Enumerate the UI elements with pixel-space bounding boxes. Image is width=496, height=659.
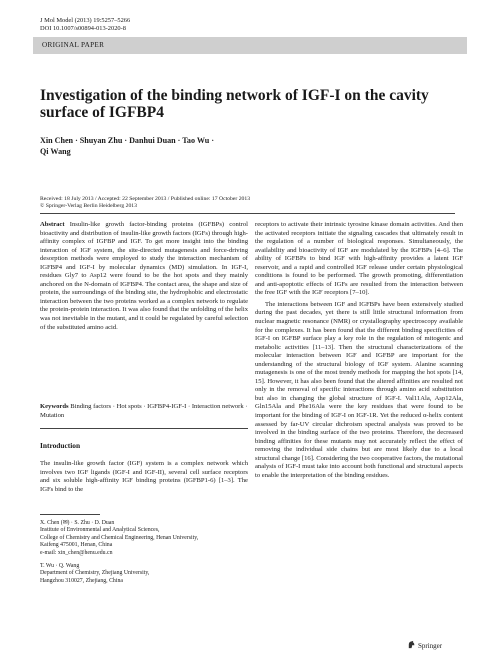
introduction-body [40,460,248,497]
paper-title: Investigation of the binding network of IGF-I on the cavity surface of IGFBP4 [40,87,429,121]
affiliation-line: X. Chen (✉) · S. Zhu · D. Duan [40,520,115,526]
affiliations [40,520,250,591]
history-dates: Received: 18 July 2013 / Accepted: 22 September 2013 / Published online: 17 October 2013 [40,196,251,202]
paragraph: receptors to activate their intrinsic tyrosine kinase domain activities. And then the activated receptors initiate the signaling cascades that ultimately result in the regulation of a number of biological responses. Simultaneously, the availability and bioactivity of IGF are modulated by the IGFBPs [4–6]. The ability of IGFBPs to bind IGF with high-affinity provides a latent IGF reservoir, and a rapid and controlled IGF release under certain physiological conditions is found to be performed. The growth promoting, differentiation and anti-apoptotic effects of IGFs are resulted from the interaction between the free IGF with the IGF receptors [7–10]. [255,221,463,297]
affiliation-zhejiang [40,563,250,585]
affiliation-line: T. Wu · Q. Wang [40,563,80,570]
publisher-footer [407,640,442,651]
springer-horse-icon [407,640,416,651]
email-line: e-mail: xin_chen@henu.edu.cn [40,549,113,556]
doi-line: DOI 10.1007/s00894-013-2020-8 [40,25,126,32]
affiliation-line: Kaifeng 475001, Henan, China [40,542,113,549]
keywords-text: Binding factors · Hot spots · IGFBP4-IGF-I · Interaction network · Mutation [40,403,248,419]
section-heading: Introduction [40,441,81,450]
journal-line: J Mol Model (2013) 19:5257–5266 [40,17,131,24]
paragraph: The insulin-like growth factor (IGF) system is a complex network which involves two IGF ligands (IGF-I and IGF-II), several cell surface receptors and six soluble high-affinity IGF binding proteins (IGFBP1-6) [1–3]. The IGFs bind to the [40,460,248,493]
footnote-divider [40,514,100,515]
affiliation-line: College of Chemistry and Chemical Engineering, Henan University, [40,534,199,541]
publisher-name: Springer [418,641,443,650]
affiliation-line: Hangzhou 310027, Zhejiang, China [40,577,123,584]
right-column [255,221,463,483]
header-divider [40,213,455,214]
keywords-divider [40,428,248,429]
copyright: © Springer-Verlag Berlin Heidelberg 2013 [40,203,137,210]
publication-dates [40,196,470,211]
journal-citation [40,17,130,33]
keywords-label: Keywords [40,403,69,410]
keywords-block [40,403,248,420]
article-type-label: ORIGINAL PAPER [42,41,105,49]
affiliation-line: Institute of Environmental and Analytical Sciences, [40,527,160,534]
author-line: Qi Wang [40,146,71,156]
author-line: Xin Chen · Shuyan Zhu · Danhui Duan · Tao Wu · [40,136,215,145]
affiliation-henan [40,520,250,557]
author-list [40,136,270,157]
paragraph: The interactions between IGF and IGFBPs have been extensively studied during the past decades, yet there is still little structural information from nuclear magnetic resonance (NMR) or crystallography spectroscopy available for the complexes. It has been found that the different binding specificities of IGF-I on IGFBP surface play a key role in the regulation of mitogenic and metabolic activities [11–13]. Then the structural characterizations of the molecular interaction between IGF and IGFBP are important for the understanding of the structural biology of IGF system. Alanine scanning mutagenesis is one of the most trendy methods for mapping the hot spots [14, 15]. However, it has also been found that the altered affinities are resulted not only in the removal of specific interactions through amino acid substitution but also in changing the global structure of IGF-I. Val11Ala, Asp12Ala, Gln15Ala and Phe16Ala were the key residues that were found to be important for the binding of IGF-I on IGF-1R. Yet the reduced α-helix content assessed by far-UV circular dichroism spectral analysis was proved to be involved in the binding surface of the two proteins. Therefore, the decreased binding affinities for these mutants may not accurately reflect the effect of removing the individual side chains but are most likely due to a local structural change [16]. Considering the two cooperative factors, the mutational analysis of IGF-I must take into account both functional and structural aspects to enable the interpretation of the binding residues. [255,300,463,479]
abstract-text: Insulin-like growth factor-binding proteins (IGFBPs) control bioactivity and distribution of insulin-like growth factors (IGFs) through high-affinity complex of IGFBP and IGF. To get more insight into the binding interaction of IGF system, the site-directed mutagenesis and force-driving desorption methods were employed to study the interaction mechanism of IGFBP4 and IGF-I by molecular dynamics (MD) simulation. In IGF-I, residues Gly7 to Asp12 were found to be the hot spots and they mainly anchored on the N-domain of IGFBP4. The contact area, the shape and size of protein, the surroundings of the binding site, the hydrophobic and electrostatic interaction between the two proteins worked as a complex network to regulate the protein-protein interaction. It was also found that the unfolding of the helix was not inevitable in the mutant, and it could be regulated by careful selection of the substituted amino acid. [40,221,248,331]
abstract-label: Abstract [40,221,65,228]
affiliation-line: Department of Chemistry, Zhejiang University, [40,570,150,577]
abstract-block [40,221,248,335]
